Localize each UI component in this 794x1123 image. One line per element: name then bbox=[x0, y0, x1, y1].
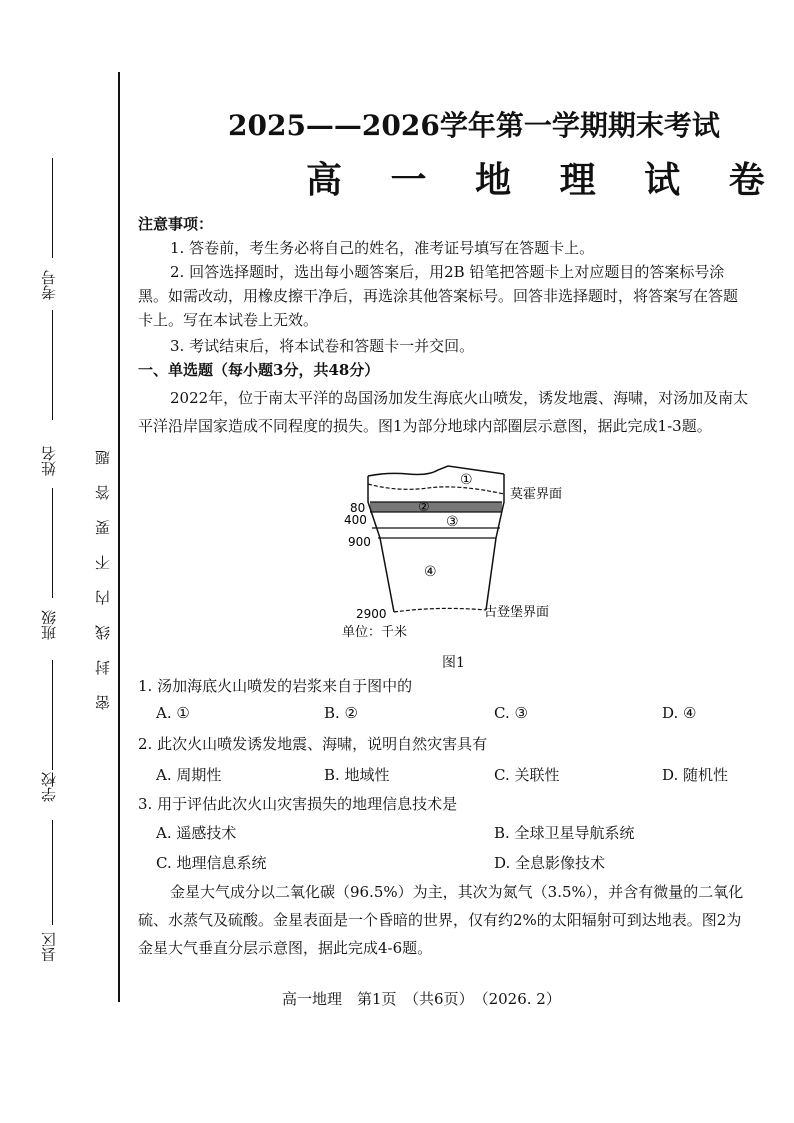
q3-option-b[interactable]: B. 全球卫星导航系统 bbox=[494, 824, 635, 842]
layer-2-band bbox=[370, 502, 502, 512]
passage2-line-1: 金星大气成分以二氧化碳（96.5%）为主，其次为氮气（3.5%），并含有微量的二氧化 bbox=[170, 883, 744, 901]
depth-2900: 2900 bbox=[356, 607, 387, 621]
unit-label: 单位：千米 bbox=[342, 625, 408, 640]
figure-earth-layers bbox=[328, 462, 628, 642]
figure1-caption: 图1 bbox=[442, 655, 465, 671]
field-line-exam-no[interactable] bbox=[52, 158, 53, 258]
q2-option-b[interactable]: B. 地域性 bbox=[324, 766, 390, 784]
field-label-exam-no: 考号 bbox=[40, 270, 58, 300]
q1-option-c[interactable]: C. ③ bbox=[494, 704, 528, 722]
note-line-3: 黑。如需改动，用橡皮擦干净后，再选涂其他答案标号。回答非选择题时，将答案写在答题 bbox=[138, 287, 739, 305]
field-label-county: 县区 bbox=[40, 932, 58, 962]
q3-option-a[interactable]: A. 遥感技术 bbox=[156, 824, 237, 842]
question-3-stem: 3. 用于评估此次火山灾害损失的地理信息技术是 bbox=[138, 795, 458, 813]
earth-layers-diagram bbox=[328, 462, 628, 642]
depth-400: 400 bbox=[344, 513, 367, 527]
field-line-school[interactable] bbox=[52, 820, 53, 925]
field-line-exam-no-lower[interactable] bbox=[52, 310, 53, 420]
gutenberg-label: 古登堡界面 bbox=[484, 605, 550, 620]
note-line-5: 3. 考试结束后，将本试卷和答题卡一并交回。 bbox=[170, 337, 475, 355]
question-1-stem: 1. 汤加海底火山喷发的岩浆来自于图中的 bbox=[138, 677, 413, 695]
note-line-1: 1. 答卷前，考生务必将自己的姓名，准考证号填写在答题卡上。 bbox=[170, 239, 595, 257]
section1-heading: 一、单选题（每小题3分，共48分） bbox=[138, 361, 380, 379]
exam-title: 2025——2026学年第一学期期末考试 bbox=[228, 109, 720, 142]
q2-option-c[interactable]: C. 关联性 bbox=[494, 766, 560, 784]
binding-line bbox=[118, 72, 120, 1002]
q2-option-a[interactable]: A. 周期性 bbox=[156, 766, 222, 784]
q1-option-d[interactable]: D. ④ bbox=[662, 704, 697, 722]
q3-option-c[interactable]: C. 地理信息系统 bbox=[156, 854, 267, 872]
section1-intro-line-1: 2022年，位于南太平洋的岛国汤加发生海底火山喷发，诱发地震、海啸，对汤加及南太 bbox=[170, 389, 749, 407]
seal-line-notice: 密封线内不要答题 bbox=[94, 430, 112, 710]
notes-heading: 注意事项： bbox=[138, 215, 214, 233]
note-line-2: 2. 回答选择题时，选出每小题答案后，用2B 铅笔把答题卡上对应题目的答案标号涂 bbox=[170, 263, 725, 281]
field-label-school: 学校 bbox=[40, 772, 58, 802]
question-2-stem: 2. 此次火山喷发诱发地震、海啸，说明自然灾害具有 bbox=[138, 735, 488, 753]
page-footer: 高一地理 第1页 （共6页） （2026. 2） bbox=[282, 990, 561, 1008]
moho-label: 莫霍界面 bbox=[510, 487, 563, 502]
field-label-name: 姓名 bbox=[40, 446, 58, 476]
layer-4-label: ④ bbox=[424, 564, 437, 580]
layer-3-label: ③ bbox=[446, 514, 459, 530]
q1-option-b[interactable]: B. ② bbox=[324, 704, 359, 722]
q1-option-a[interactable]: A. ① bbox=[156, 704, 190, 722]
passage2-line-3: 金星大气垂直分层示意图，据此完成4-6题。 bbox=[138, 939, 433, 957]
field-line-name[interactable] bbox=[52, 488, 53, 598]
q2-option-d[interactable]: D. 随机性 bbox=[662, 766, 729, 784]
q3-option-d[interactable]: D. 全息影像技术 bbox=[494, 854, 606, 872]
binding-margin bbox=[0, 0, 120, 1123]
depth-80: 80 bbox=[350, 501, 366, 515]
depth-900: 900 bbox=[348, 535, 371, 549]
passage2-line-2: 硫、水蒸气及硫酸。金星表面是一个昏暗的世界，仅有约2%的太阳辐射可到达地表。图2为 bbox=[138, 911, 742, 929]
layer-1-label: ① bbox=[460, 472, 473, 488]
layer-2-label: ② bbox=[418, 500, 430, 515]
field-label-class: 班级 bbox=[40, 610, 58, 640]
paper-subject-title: 高 一 地 理 试 卷 bbox=[306, 159, 783, 201]
field-line-class[interactable] bbox=[52, 660, 53, 770]
note-line-4: 卡上。写在本试卷上无效。 bbox=[138, 311, 319, 329]
section1-intro-line-2: 平洋沿岸国家造成不同程度的损失。图1为部分地球内部圈层示意图，据此完成1-3题。 bbox=[138, 417, 712, 435]
